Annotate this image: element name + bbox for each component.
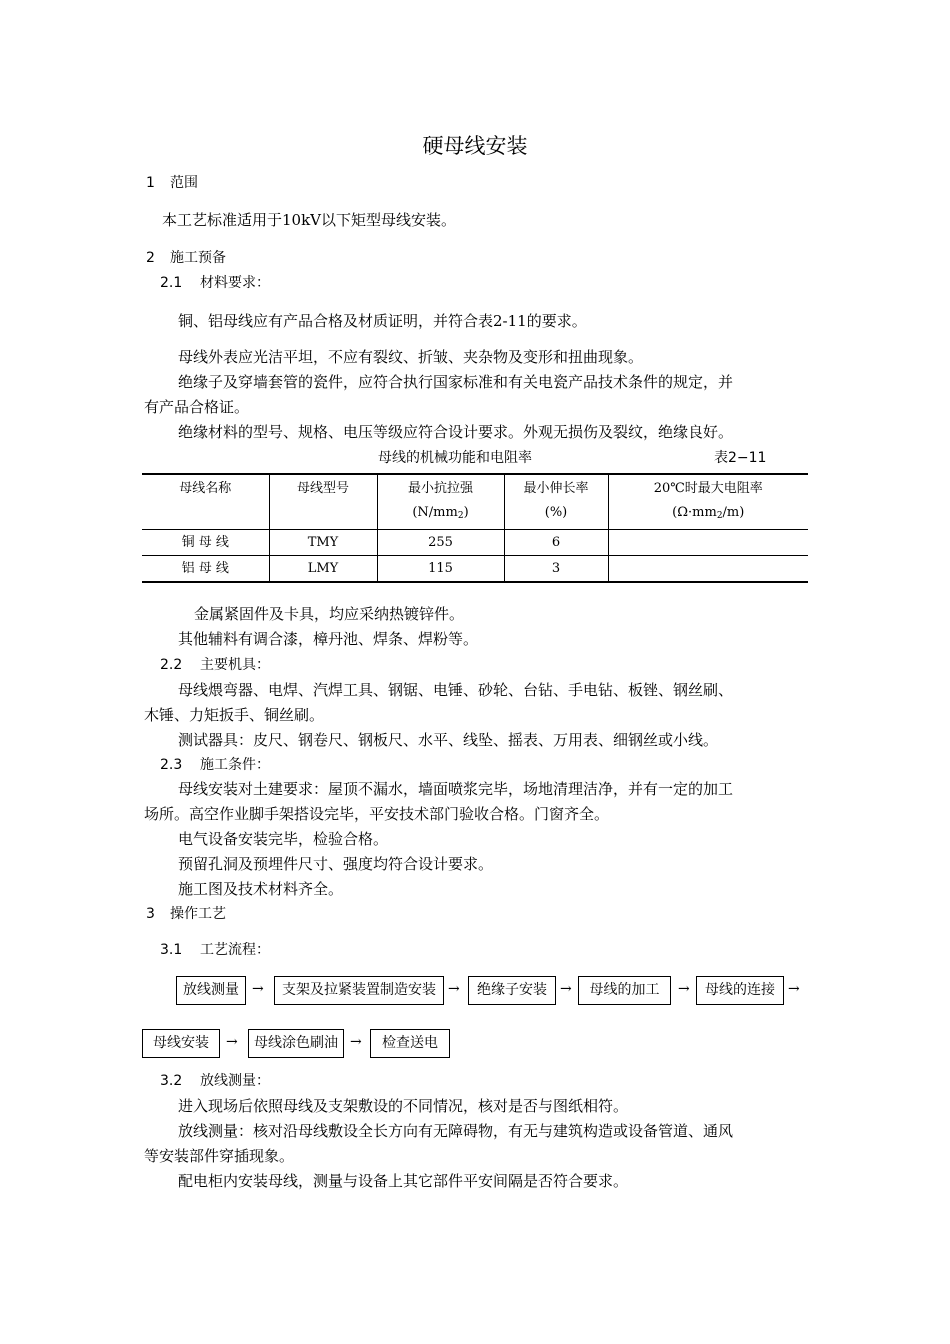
table-cell: 铜 母 线 — [142, 530, 269, 556]
subsection-2-1-heading — [160, 273, 270, 293]
table-reference: 表2−11 — [714, 450, 767, 466]
flow-arrow: → — [788, 981, 800, 997]
flow-step: 母线涂色刷油 — [248, 1029, 344, 1058]
flow-step: 放线测量 — [176, 976, 246, 1005]
table-cell: LMY — [269, 556, 377, 583]
flow-step: 母线的加工 — [578, 976, 671, 1005]
flow-arrow: → — [448, 981, 460, 997]
table-header-row — [142, 474, 808, 530]
table-header-cell: 最小抗拉强 $(N/mm_2)$ — [377, 474, 504, 530]
subsection-title: 主要机具： — [200, 657, 270, 673]
paragraph: 进入现场后依照母线及支架敷设的不同情况，核对是否与图纸相符。 — [178, 1097, 629, 1115]
paragraph-continuation: 等安装部件穿插现象。 — [144, 1147, 295, 1165]
paragraph: 母线煨弯器、电焊、汽焊工具、钢锯、电锤、砂轮、台钻、手电钻、板锉、钢丝刷、 — [178, 681, 734, 699]
subsection-number: 2.3 — [160, 757, 183, 773]
section-1-heading — [146, 173, 198, 193]
flow-step: 母线的连接 — [696, 976, 784, 1005]
subsection-title: 材料要求： — [200, 275, 270, 291]
subsection-title: 施工条件： — [200, 757, 270, 773]
section-2-heading — [146, 248, 226, 268]
table-cell: 6 — [504, 530, 608, 556]
subsection-number: 2.2 — [160, 657, 183, 673]
paragraph-continuation: 木锤、力矩扳手、铜丝刷。 — [144, 706, 325, 724]
paragraph: 铜、铝母线应有产品合格及材质证明，并符合表2-11的要求。 — [178, 312, 587, 330]
paragraph: 本工艺标准适用于10kV以下矩型母线安装。 — [162, 211, 457, 229]
table-cell — [608, 556, 808, 583]
table-header-cell: 母线名称 — [142, 474, 269, 530]
subsection-3-1-heading — [160, 940, 270, 960]
section-title: 施工预备 — [170, 250, 226, 266]
section-number: 1 — [146, 175, 155, 191]
table-cell — [608, 530, 808, 556]
subsection-2-2-heading — [160, 655, 270, 675]
paragraph: 金属紧固件及卡具，均应采纳热镀锌件。 — [194, 605, 465, 623]
subsection-3-2-heading — [160, 1071, 270, 1091]
flow-arrow: → — [560, 981, 572, 997]
flow-step: 绝缘子安装 — [468, 976, 556, 1005]
paragraph: 配电柜内安装母线，测量与设备上其它部件平安间隔是否符合要求。 — [178, 1172, 629, 1190]
properties-table — [142, 473, 808, 583]
section-title: 操作工艺 — [170, 906, 226, 922]
paragraph-continuation: 有产品合格证。 — [144, 398, 250, 416]
page-title: 硬母线安装 — [422, 134, 528, 158]
paragraph: 测试器具：皮尺、钢卷尺、钢板尺、水平、线坠、摇表、万用表、细钢丝或小线。 — [178, 731, 719, 749]
paragraph: 其他辅料有调合漆，樟丹池、焊条、焊粉等。 — [178, 630, 479, 648]
subsection-title: 放线测量： — [200, 1073, 270, 1089]
section-number: 2 — [146, 250, 155, 266]
section-title: 范围 — [170, 175, 198, 191]
subsection-number: 3.2 — [160, 1073, 183, 1089]
paragraph: 绝缘子及穿墙套管的瓷件，应符合执行国家标准和有关电瓷产品技术条件的规定，并 — [178, 373, 734, 391]
table-header-cell: 20℃时最大电阻率 $(\Omega\cdot mm_2/m)$ — [608, 474, 808, 530]
flow-arrow: → — [678, 981, 690, 997]
flow-step: 支架及拉紧装置制造安装 — [274, 976, 444, 1005]
table-row — [142, 556, 808, 583]
paragraph: 电气设备安装完毕，检验合格。 — [178, 830, 389, 848]
subsection-2-3-heading — [160, 755, 270, 775]
table-header-cell: 母线型号 — [269, 474, 377, 530]
table-cell: 255 — [377, 530, 504, 556]
flow-step: 母线安装 — [142, 1029, 220, 1058]
table-caption: 母线的机械功能和电阻率 — [378, 450, 532, 466]
paragraph: 施工图及技术材料齐全。 — [178, 880, 344, 898]
paragraph: 母线外表应光洁平坦，不应有裂纹、折皱、夹杂物及变形和扭曲现象。 — [178, 348, 644, 366]
table-cell: 3 — [504, 556, 608, 583]
paragraph: 预留孔洞及预埋件尺寸、强度均符合设计要求。 — [178, 855, 494, 873]
subsection-number: 3.1 — [160, 942, 183, 958]
flow-arrow: → — [350, 1034, 362, 1050]
paragraph: 放线测量：核对沿母线敷设全长方向有无障碍物，有无与建筑构造或设备管道、通风 — [178, 1122, 734, 1140]
paragraph: 母线安装对土建要求：屋顶不漏水，墙面喷浆完毕，场地清理洁净，并有一定的加工 — [178, 780, 734, 798]
subsection-title: 工艺流程： — [200, 942, 270, 958]
section-3-heading — [146, 904, 226, 924]
table-row — [142, 530, 808, 556]
table-cell: TMY — [269, 530, 377, 556]
table-cell: 115 — [377, 556, 504, 583]
section-number: 3 — [146, 906, 155, 922]
table-header-cell: 最小伸长率 (%) — [504, 474, 608, 530]
table-cell: 铝 母 线 — [142, 556, 269, 583]
flow-arrow: → — [226, 1034, 238, 1050]
subsection-number: 2.1 — [160, 275, 183, 291]
flow-step: 检查送电 — [370, 1029, 450, 1058]
paragraph-continuation: 场所。高空作业脚手架搭设完毕，平安技术部门验收合格。门窗齐全。 — [144, 805, 610, 823]
paragraph: 绝缘材料的型号、规格、电压等级应符合设计要求。外观无损伤及裂纹，绝缘良好。 — [178, 423, 734, 441]
flow-arrow: → — [252, 981, 264, 997]
